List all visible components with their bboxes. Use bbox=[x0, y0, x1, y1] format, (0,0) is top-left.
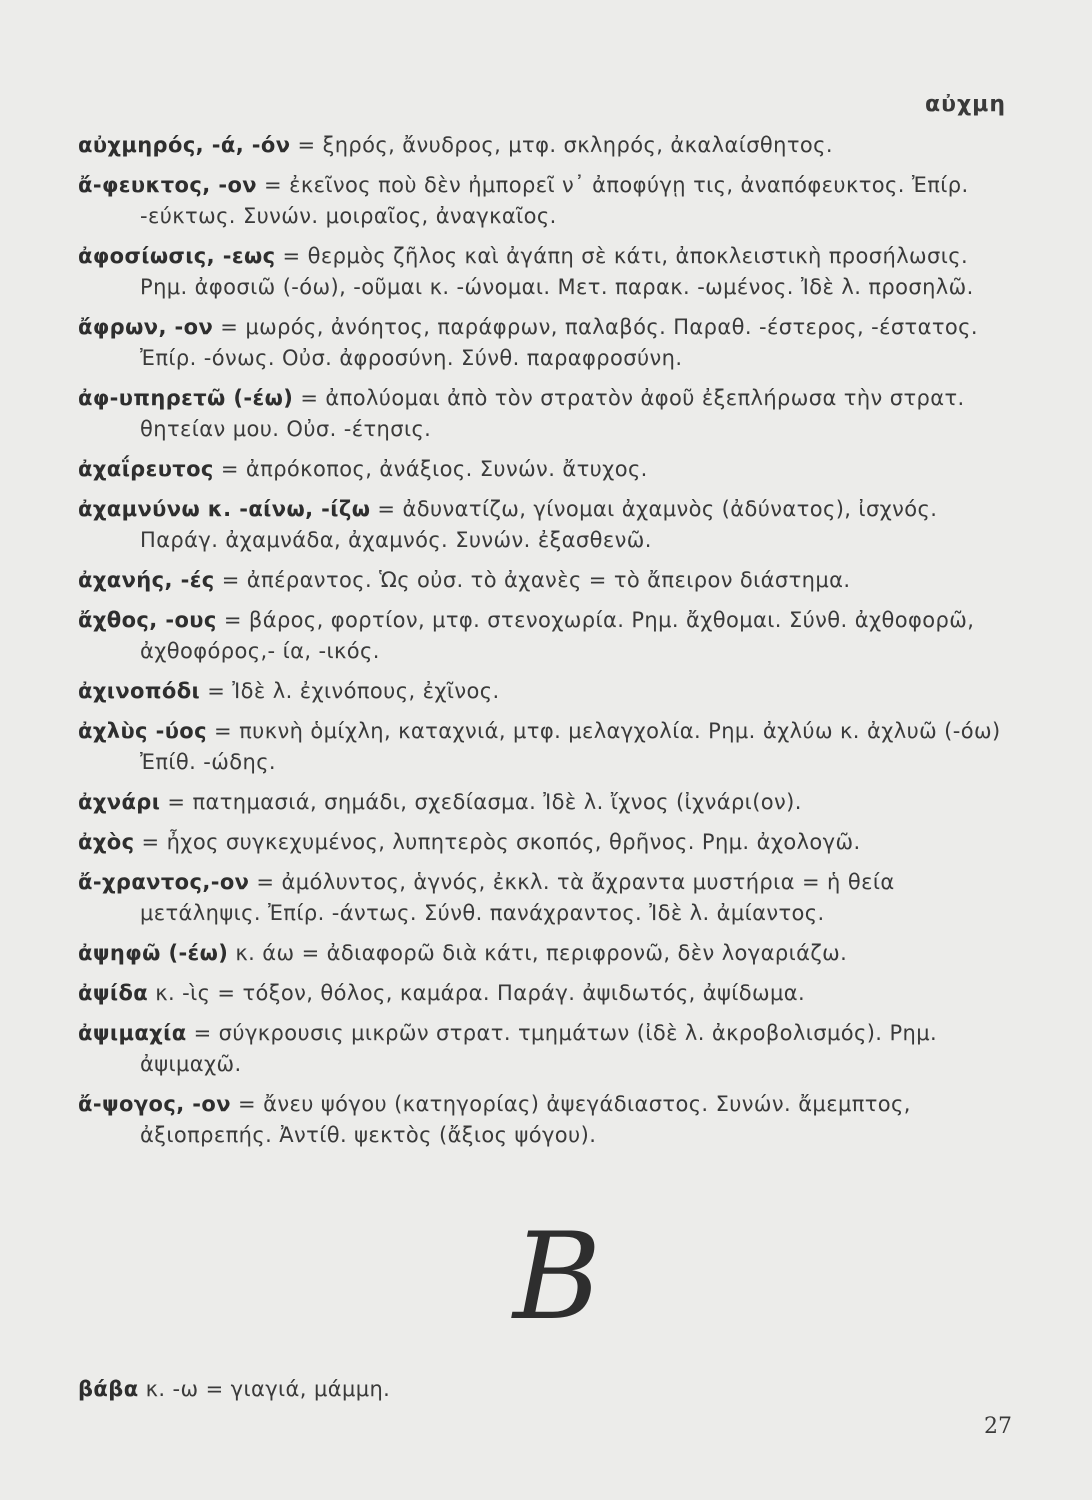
dictionary-entry bbox=[78, 383, 1010, 445]
entry-headword: ἀφοσίωσις, -εως bbox=[78, 244, 276, 268]
dictionary-entry bbox=[78, 938, 1010, 969]
entry-headword: ἀψηφῶ (-έω) bbox=[78, 941, 229, 965]
entry-headword: ἀχαμνύνω κ. -αίνω, -ίζω bbox=[78, 497, 371, 521]
entry-definition: κ. -ω = γιαγιά, μάμμη. bbox=[138, 1377, 391, 1401]
dictionary-entry bbox=[78, 827, 1010, 858]
running-head: αὐχμη bbox=[924, 92, 1006, 117]
entry-definition: = πυκνὴ ὁμίχλη, καταχνιά, μτφ. μελαγχολία. Ρημ. ἀχλύω κ. ἀχλυῶ (-όω) Ἐπίθ. -ώδης. bbox=[140, 719, 1001, 774]
entry-headword: ἀχαΐρευτος bbox=[78, 457, 214, 481]
dictionary-entry bbox=[78, 494, 1010, 556]
entry-headword: αὐχμηρός, -ά, -όν bbox=[78, 133, 291, 157]
dictionary-entry-vava bbox=[78, 1374, 740, 1405]
dictionary-entry bbox=[78, 676, 1010, 707]
entry-definition: = ἐκεῖνος ποὺ δὲν ἠμπορεῖ ν᾽ ἀποφύγῃ τις, ἀναπόφευκτος. Ἐπίρ. -εύκτως. Συνών. μοιραῖος, ἀναγκαῖος. bbox=[140, 173, 969, 228]
entry-headword: ἄχθος, -ους bbox=[78, 608, 217, 632]
entry-definition: = μωρός, ἀνόητος, παράφρων, παλαβός. Παραθ. -έστερος, -έστατος. Ἐπίρ. -όνως. Οὐσ. ἀφροσύνη. Σύνθ. παραφροσύνη. bbox=[140, 315, 978, 370]
entry-list bbox=[78, 130, 1010, 1160]
entry-headword: ἄ-χραντος,-ον bbox=[78, 870, 250, 894]
entry-headword: ἄφρων, -ον bbox=[78, 315, 214, 339]
entry-headword: βάβα bbox=[78, 1377, 139, 1401]
entry-headword: ἀψιμαχία bbox=[78, 1021, 187, 1045]
entry-definition: = Ἰδὲ λ. ἐχινόπους, ἐχῖνος. bbox=[200, 679, 500, 703]
dictionary-entry bbox=[78, 130, 1010, 161]
entry-definition: = ἄνευ ψόγου (κατηγορίας) ἀψεγάδιαστος. Συνών. ἄμεμπτος, ἀξιοπρεπής. Ἀντίθ. ψεκτὸς (ἄξιος ψόγου). bbox=[140, 1092, 911, 1147]
dictionary-entry bbox=[78, 454, 1010, 485]
dictionary-entry bbox=[78, 241, 1010, 303]
entry-definition: = ἦχος συγκεχυμένος, λυπητερὸς σκοπός, θρῆνος. Ρημ. ἀχολογῶ. bbox=[134, 830, 861, 854]
dictionary-entry bbox=[78, 565, 1010, 596]
entry-headword: ἀφ-υπηρετῶ (-έω) bbox=[78, 386, 294, 410]
entry-definition: = βάρος, φορτίον, μτφ. στενοχωρία. Ρημ. ἄχθομαι. Σύνθ. ἀχθοφορῶ, ἀχθοφόρος,- ία, -ικός. bbox=[140, 608, 975, 663]
entry-headword: ἀχινοπόδι bbox=[78, 679, 201, 703]
entry-definition: = σύγκρουσις μικρῶν στρατ. τμημάτων (ἰδὲ λ. ἀκροβολισμός). Ρημ. ἀψιμαχῶ. bbox=[140, 1021, 938, 1076]
page-number: 27 bbox=[984, 1414, 1012, 1439]
entry-headword: ἀχνάρι bbox=[78, 790, 161, 814]
entry-definition: = πατημασιά, σημάδι, σχεδίασμα. Ἰδὲ λ. ἴχνος (ἰχνάρι(ον). bbox=[160, 790, 802, 814]
entry-definition: κ. -ὶς = τόξον, θόλος, καμάρα. Παράγ. ἀψιδωτός, ἀψίδωμα. bbox=[148, 981, 806, 1005]
entry-definition: = ἀπρόκοπος, ἀνάξιος. Συνών. ἄτυχος. bbox=[213, 457, 648, 481]
entry-definition: = ξηρός, ἄνυδρος, μτφ. σκληρός, ἀκαλαίσθητος. bbox=[290, 133, 833, 157]
dictionary-entry bbox=[78, 867, 1010, 929]
section-letter-b bbox=[505, 1210, 615, 1340]
dictionary-entry bbox=[78, 1018, 1010, 1080]
section-letter-text: B bbox=[513, 1210, 602, 1340]
dictionary-entry bbox=[78, 716, 1010, 778]
entry-definition: = ἀμόλυντος, ἁγνός, ἐκκλ. τὰ ἄχραντα μυστήρια = ἡ θεία μετάληψις. Ἐπίρ. -άντως. Σύνθ. πανάχραντος. Ἰδὲ λ. ἀμίαντος. bbox=[140, 870, 895, 925]
dictionary-entry bbox=[78, 170, 1010, 232]
entry-headword: ἀχλὺς -ύος bbox=[78, 719, 207, 743]
entry-headword: ἀχανής, -ές bbox=[78, 568, 215, 592]
entry-definition: = ἀπολύομαι ἀπὸ τὸν στρατὸν ἀφοῦ ἐξεπλήρωσα τὴν στρατ. θητείαν μου. Οὐσ. -έτησις. bbox=[140, 386, 965, 441]
dictionary-entry bbox=[78, 787, 1010, 818]
entry-headword: ἄ-φευκτος, -ον bbox=[78, 173, 257, 197]
dictionary-entry bbox=[78, 978, 1010, 1009]
dictionary-entry bbox=[78, 605, 1010, 667]
entry-definition: = ἀδυνατίζω, γίνομαι ἀχαμνὸς (ἀδύνατος), ἰσχνός. Παράγ. ἀχαμνάδα, ἀχαμνός. Συνών. ἐξασθενῶ. bbox=[140, 497, 938, 552]
entry-headword: ἀψίδα bbox=[78, 981, 149, 1005]
dictionary-entry bbox=[78, 312, 1010, 374]
entry-definition: = ἀπέραντος. Ὡς οὐσ. τὸ ἀχανὲς = τὸ ἄπειρον διάστημα. bbox=[214, 568, 851, 592]
entry-definition: κ. άω = ἀδιαφορῶ διὰ κάτι, περιφρονῶ, δὲν λογαριάζω. bbox=[228, 941, 848, 965]
dictionary-entry bbox=[78, 1089, 1010, 1151]
entry-headword: ἀχὸς bbox=[78, 830, 135, 854]
entry-headword: ἄ-ψογος, -ον bbox=[78, 1092, 231, 1116]
entry-definition: = θερμὸς ζῆλος καὶ ἀγάπη σὲ κάτι, ἀποκλειστικὴ προσήλωσις. Ρημ. ἀφοσιῶ (-όω), -οῦμαι κ. -ώνομαι. Μετ. παρακ. -ωμένος. Ἰδὲ λ. προσηλῶ. bbox=[140, 244, 974, 299]
